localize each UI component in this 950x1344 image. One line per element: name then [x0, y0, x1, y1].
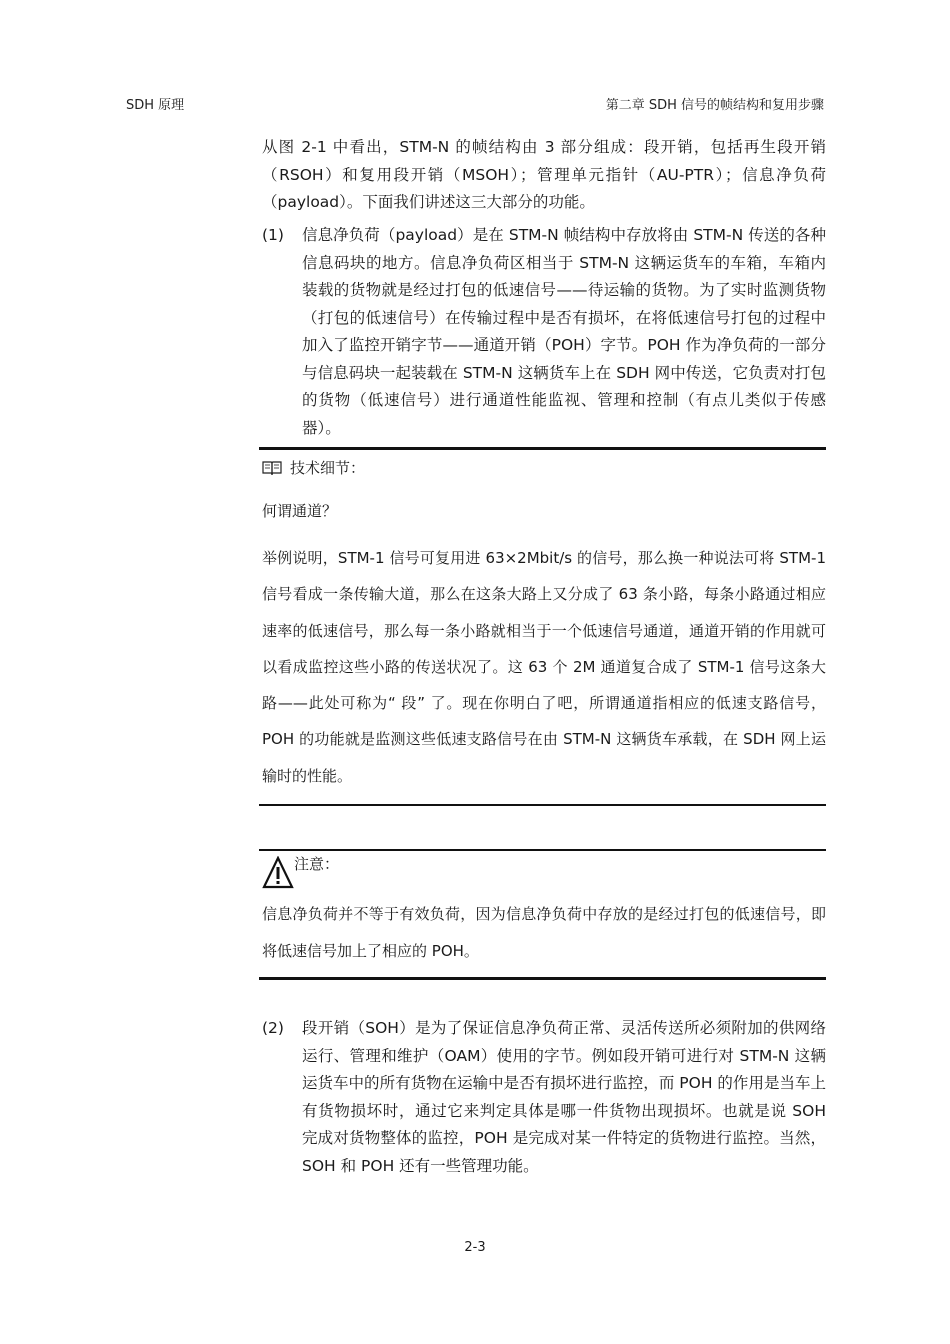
intro-paragraph: 从图 2-1 中看出，STM-N 的帧结构由 3 部分组成：段开销，包括再生段开销（RSOH）和复用段开销（MSOH）；管理单元指针（AU-PTR）；信息净负荷（payload）。下面我们讲述这三大部分的功能。: [262, 138, 826, 211]
tech-box-title-text: 技术细节：: [290, 459, 366, 477]
book-icon: [262, 460, 282, 476]
page-number: 2-3: [464, 1240, 486, 1255]
list-item-text: 信息净负荷（payload）是在 STM-N 帧结构中存放将由 STM-N 传送的各种信息码块的地方。信息净负荷区相当于 STM-N 这辆运货车的车箱，车箱内装载的货物就是经过打包的低速信号——待运输的货物。为了实时监测货物（打包的低速信号）在传输过程中是否有损坏，在将低速信号打包的过程中加入了监控开销字节——通道开销（POH）字节。POH 作为净负荷的一部分与信息码块一起装载在 STM-N 这辆货车上在 SDH 网中传送，它负责对打包的货物（低速信号）进行通道性能监视、管理和控制（有点儿类似于传感器）。: [302, 226, 826, 437]
note-box-title: [262, 856, 339, 890]
list-item-number: (1): [262, 226, 284, 244]
box-top-rule: [259, 447, 826, 450]
list-item-text: 段开销（SOH）是为了保证信息净负荷正常、灵活传送所必须附加的供网络运行、管理和维护（OAM）使用的字节。例如段开销可进行对 STM-N 这辆运货车中的所有货物在运输中是否有损坏进行监控，而 POH 的作用是当车上有货物损坏时，通过它来判定具体是哪一件货物出现损坏。也就是说 SOH 完成对货物整体的监控，POH 是完成对某一件特定的货物进行监控。当然，SOH 和 POH 还有一些管理功能。: [302, 1019, 826, 1175]
running-header-left: SDH 原理: [126, 98, 185, 113]
tech-box-question: 何谓通道？: [262, 502, 338, 520]
note-top-rule: [259, 849, 826, 851]
box-bottom-rule: [259, 804, 826, 806]
warning-icon: [262, 856, 294, 890]
running-header-right: 第二章 SDH 信号的帧结构和复用步骤: [605, 98, 824, 113]
note-box-title-text: 注意：: [294, 855, 340, 873]
list-item-number: (2): [262, 1019, 284, 1037]
note-box-body: 信息净负荷并不等于有效负荷，因为信息净负荷中存放的是经过打包的低速信号，即将低速信号加上了相应的 POH。: [262, 905, 826, 960]
tech-box-body: 举例说明，STM-1 信号可复用进 63×2Mbit/s 的信号，那么换一种说法可将 STM-1 信号看成一条传输大道，那么在这条大路上又分成了 63 条小路，每条小路通过相应速率的低速信号，那么每一条小路就相当于一个低速信号通道，通道开销的作用就可以看成监控这些小路的传送状况了。这 63 个 2M 通道复合成了 STM-1 信号这条大路——此处可称为“ 段” 了。现在你明白了吧，所谓通道指相应的低速支路信号，POH 的功能就是监测这些低速支路信号在由 STM-N 这辆货车承载，在 SDH 网上运输时的性能。: [262, 549, 826, 785]
tech-box-title: [262, 457, 365, 479]
note-bottom-rule: [259, 977, 826, 980]
